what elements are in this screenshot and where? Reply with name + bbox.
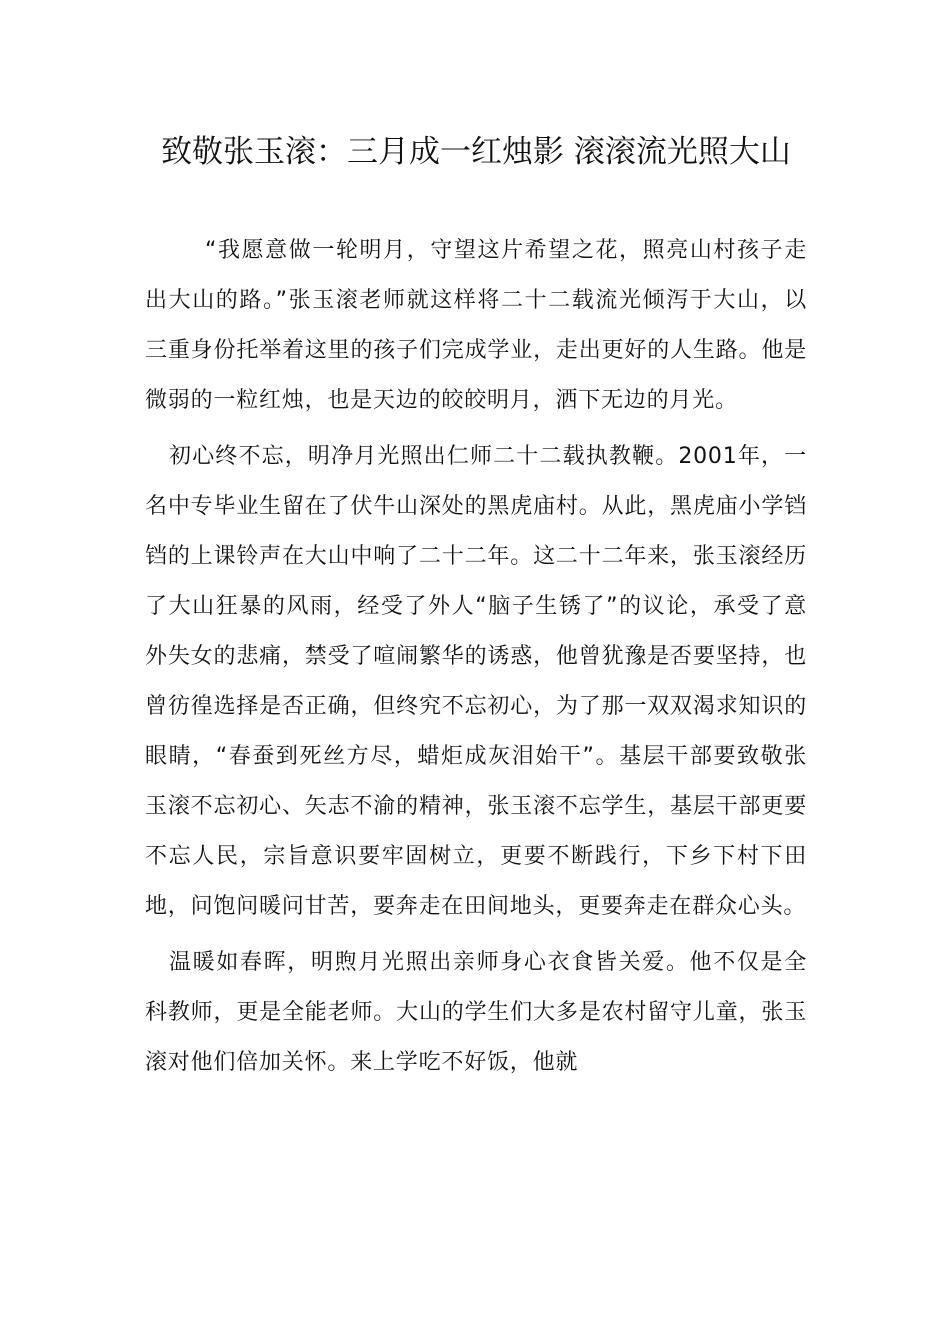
paragraph-intro: “我愿意做一轮明月，守望这片希望之花，照亮山村孩子走出大山的路。”张玉滚老师就这样将二十二载流光倾泻于大山，以三重身份托举着这里的孩子们完成学业，走出更好的人生路。他是微弱的一粒红烛，也是天边的皎皎明月，洒下无边的月光。: [145, 238, 807, 413]
document-title: 致敬张玉滚：三月成一红烛影 滚滚流光照大山: [161, 134, 791, 170]
paragraph-original-heart: 初心终不忘，明净月光照出仁师二十二载执教鞭。2001年，一名中专毕业生留在了伏牛山深处的黑虎庙村。从此，黑虎庙小学铛铛的上课铃声在大山中响了二十二年。这二十二年来，张玉滚经历了大山狂暴的风雨，经受了外人“脑子生锈了”的议论，承受了意外失女的悲痛，禁受了喧闹繁华的诱惑，他曾犹豫是否要坚持，也曾彷徨选择是否正确，但终究不忘初心，为了那一双双渴求知识的眼睛，“春蚕到死丝方尽，蜡炬成灰泪始干”。基层干部要致敬张玉滚不忘初心、矢志不渝的精神，张玉滚不忘学生，基层干部更要不忘人民，宗旨意识要牢固树立，更要不断践行，下乡下村下田地，问饱问暖问甘苦，要奔走在田间地头，更要奔走在群众心头。: [145, 444, 807, 919]
paragraph-warmth: 温暖如春晖，明煦月光照出亲师身心衣食皆关爱。他不仅是全科教师，更是全能老师。大山的学生们大多是农村留守儿童，张玉滚对他们倍加关怀。来上学吃不好饭，他就: [145, 950, 807, 1075]
document-body: [145, 226, 807, 1088]
